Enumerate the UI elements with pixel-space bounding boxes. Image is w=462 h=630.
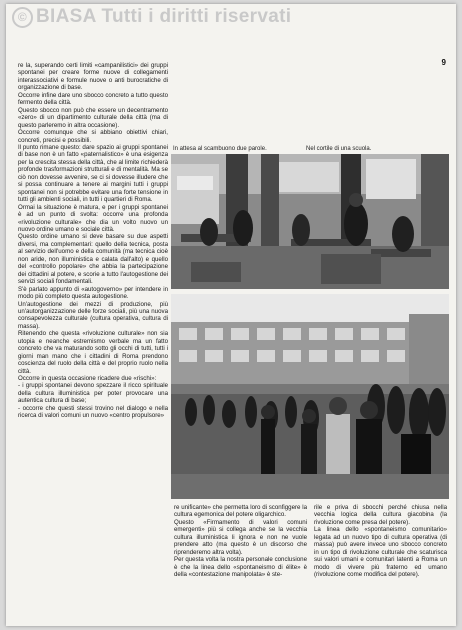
newspaper-page (6, 4, 456, 626)
paragraph: Il punto rimane questo: dare spazio ai gruppi spontanei di base non è un fatto «paternalistico» è una esigenza per la crescita stessa della città, che al limite richiederà profonde trasformazioni strutturali e di mentalità. Ma se ciò non dovesse avvenire, se ci si dovesse illudere che si possa continuare a tenere ai margini tutti i gruppi spontanei non si potrebbe evitare una forte tensione in tutti gli ambienti sociali, in tutti i quartieri di Roma. (18, 143, 168, 204)
caption-right: Nel cortile di una scuola. (306, 146, 372, 152)
watermark (12, 6, 452, 28)
paragraph: Ritenendo che questa «rivoluzione culturale» non sia utopia e neanche estremismo verbale ma un fatto concreto che va maturando sotto gli occhi di tutti, tutti i giorni man mano che i cittadini di Roma prendono coscienza del ruolo della città e del proprio ruolo nella città. (18, 330, 168, 375)
paragraph: S'è parlato appunto di «autogoverno» per intendere in modo più completo questa autogestione. (18, 285, 168, 301)
paragraph: Per questa volta la nostra personale conclusione è che la linea dello «spontaneismo di élite» è della «contestazione manipolata» è ste- (174, 556, 307, 579)
page-number: 9 (441, 58, 446, 67)
paragraph: rile e priva di sbocchi perché chiusa nella vecchia logica della cultura giacobina (la rivoluzione come presa del potere). (314, 504, 447, 526)
paragraph: Ormai la situazione è matura, e per i gruppi spontanei è ad un punto di svolta: occorre una profonda «rivoluzione culturale» che dia un volto nuovo un nuovo ordine umano e sociale città. (18, 203, 168, 233)
paragraph: re la, superando certi limiti «campanilistici» dei gruppi spontanei per creare forme nuove di collegamenti interassociativi e formule nuove o anti burocratiche di organizzazione di base. (18, 62, 168, 92)
bottom-middle-column (174, 504, 307, 624)
paragraph: Un'autogestione dei mezzi di produzione, più un'autorganizzazione delle forze sociali, più una nuova consapevolezza culturale (cultura operativa, cultura di massa). (18, 300, 168, 330)
paragraph: Questo ordine umano si deve basare su due aspetti diversi, ma complementari: quello della tecnica, posta al servizio dell'uomo e della comunità (ma tecnica cioè non aride, non illuministica e calata dall'alto) e quello del «controllo popolare» che abbia la partecipazione dei cittadini al potere, e scorie a tutto l'autogestione dei servizi sociali fondamentali. (18, 233, 168, 286)
left-text-column (18, 62, 168, 622)
copyright-icon: © (12, 7, 33, 28)
paragraph: Questo sbocco non può che essere un decentramento «zero» di un dipartimento culturale della città (ma di questo parleremo in altra occasione). (18, 106, 168, 129)
paragraph: Occorre infine dare uno sbocco concreto a tutto questo fermento della città. (18, 91, 168, 107)
courtyard-photo (171, 294, 449, 499)
paragraph: Questo «Firmamento di valori comuni emergenti» più si collega anche se la vecchia cultura illuministica li ignora e non ne vuole prendere atto (ma questo è un discorso che riprenderemo altra volta). (174, 518, 307, 556)
paragraph: - occorre che questi stessi trovino nel dialogo e nella ricerca di valori comuni un nuovo «centro propulsore» (18, 404, 168, 420)
paragraph: re unificante» che permetta loro di sconfiggere la cultura egemonica del potere oligarchico. (174, 504, 307, 519)
paragraph: Occorre comunque che si abbiano obiettivi chiari, concreti, precisi e possibili. (18, 129, 168, 144)
cafeteria-photo (171, 154, 449, 289)
watermark-text: BIASA Tutti i diritti riservati (36, 6, 292, 27)
paragraph: La linea dello «spontaneismo comunitario» legata ad un nuovo tipo di cultura operativa (di massa) può avere invece uno sbocco concreto in un tipo di rivoluzione culturale che scaturisca sui valori umani e comunitari latenti a Roma un modo di vivere più fraterno ed umano (rivoluzione come modifica del potere). (314, 526, 447, 579)
paragraph: Occorre in questa occasione ricadere due «rischi»: (18, 375, 157, 383)
caption-left: In attesa al scambuono due parole. (173, 146, 267, 152)
paragraph: - i gruppi spontanei devono spezzare il ricco spirituale della cultura illuministica per poter provocare una autentica cultura di base; (18, 382, 168, 405)
bottom-right-column (314, 504, 447, 624)
